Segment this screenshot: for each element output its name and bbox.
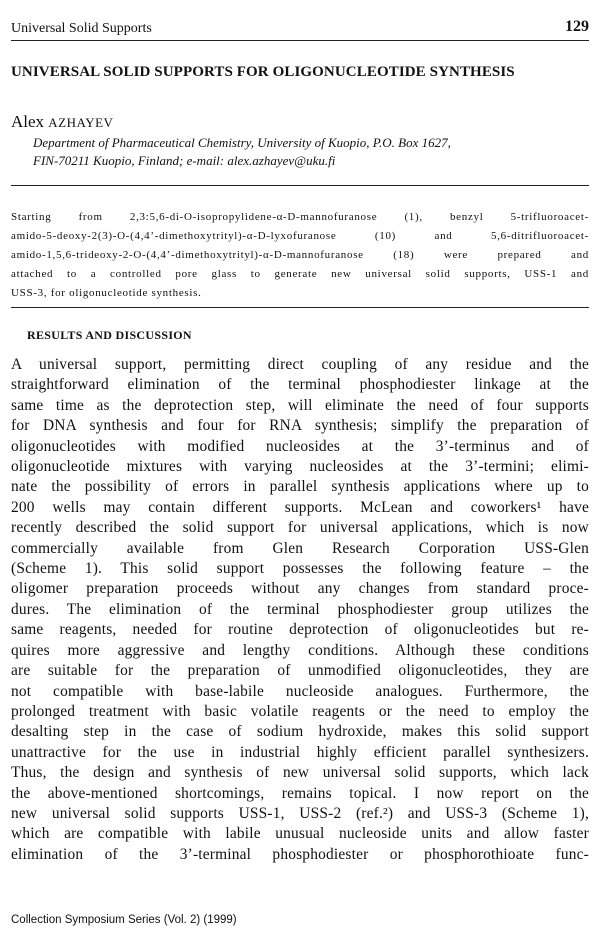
- abstract: [11, 208, 589, 303]
- body-line: same reagents, needed for routine deprotection of oligonucleotides but re-: [11, 621, 589, 639]
- body-line: same time as the deprotection step, will eliminate the need of four supports: [11, 396, 589, 414]
- abstract-line: amido-1,5,6-trideoxy-2-O-(4,4’-dimethoxytrityl)-α-D-mannofuranose (18) were prepared and: [11, 249, 589, 261]
- body-line: 200 wells may contain different supports. McLean and coworkers¹ have: [11, 498, 589, 516]
- body-line: desalting step in the case of sodium hydroxide, makes this solid support: [11, 723, 589, 741]
- body-line: nate the possibility of errors in parallel synthesis applications where up to: [11, 478, 589, 496]
- abstract-top-rule: [11, 185, 589, 186]
- body-line: new universal solid supports USS-1, USS-2 (ref.²) and USS-3 (Scheme 1),: [11, 804, 589, 822]
- body-line: not compatible with base-labile nucleoside analogues. Furthermore, the: [11, 682, 589, 700]
- body-line: recently described the solid support for universal applications, which is now: [11, 519, 589, 537]
- paper-title: UNIVERSAL SOLID SUPPORTS FOR OLIGONUCLEOTIDE SYNTHESIS: [11, 64, 515, 80]
- page-number: 129: [565, 18, 589, 35]
- body-text: [11, 355, 589, 865]
- body-line: commercially available from Glen Research Corporation USS-Glen: [11, 539, 589, 557]
- body-line: prolonged treatment with basic volatile reagents or the need to employ the: [11, 702, 589, 720]
- body-line: (Scheme 1). This solid support possesses the following feature – the: [11, 560, 589, 578]
- body-line: oligonucleotide mixtures with varying nucleosides at the 3’-termini; elimi-: [11, 458, 589, 476]
- abstract-line: Starting from 2,3:5,6-di-O-isopropylidene-α-D-mannofuranose (1), benzyl 5-trifluoroacet-: [11, 211, 589, 223]
- body-line: straightforward elimination of the terminal phosphodiester linkage at the: [11, 376, 589, 394]
- body-line: dures. The elimination of the terminal phosphodiester group utilizes the: [11, 600, 589, 618]
- author-affiliation: [33, 134, 580, 170]
- body-line: unattractive for the use in industrial highly efficient parallel synthesizers.: [11, 743, 589, 761]
- body-line: oligonucleotides with modified nucleosides at the 3’-terminus and of: [11, 437, 589, 455]
- body-line: which are compatible with labile unusual nucleoside units and allow faster: [11, 825, 589, 843]
- section-heading: RESULTS AND DISCUSSION: [27, 328, 192, 342]
- body-line: quires more aggressive and lengthy conditions. Although these conditions: [11, 641, 589, 659]
- body-line: the above-mentioned shortcomings, remains topical. I now report on the: [11, 784, 589, 802]
- running-head-title: Universal Solid Supports: [11, 21, 152, 36]
- running-head: [11, 18, 589, 41]
- affiliation-line: FIN-70211 Kuopio, Finland; e-mail: alex.azhayev@uku.fi: [33, 153, 336, 168]
- body-line: for DNA synthesis and four for RNA synthesis; simplify the preparation of: [11, 417, 589, 435]
- body-line: A universal support, permitting direct coupling of any residue and the: [11, 356, 589, 373]
- author-name: [11, 112, 113, 132]
- body-line: Thus, the design and synthesis of new universal solid supports, which lack: [11, 764, 589, 782]
- body-line: elimination of the 3’-terminal phosphodiester or phosphorothioate func-: [11, 845, 589, 863]
- affiliation-line: Department of Pharmaceutical Chemistry, University of Kuopio, P.O. Box 1627,: [33, 135, 451, 150]
- body-line: are suitable for the preparation of unmodified oligonucleotides, they are: [11, 662, 589, 680]
- abstract-line: amido-5-deoxy-2(3)-O-(4,4’-dimethoxytrityl)-α-D-lyxofuranose (10) and 5,6-ditrifluoroacet-: [11, 230, 589, 242]
- body-line: oligomer preparation proceeds without any changes from standard proce-: [11, 580, 589, 598]
- abstract-bottom-rule: [11, 307, 589, 308]
- author-first-name: Alex: [11, 112, 49, 131]
- author-last-name: AZHAYEV: [48, 115, 114, 130]
- abstract-line: attached to a controlled pore glass to generate new universal solid supports, USS-1 and: [11, 268, 589, 280]
- abstract-line: USS-3, for oligonucleotide synthesis.: [11, 287, 202, 299]
- page-footer: Collection Symposium Series (Vol. 2) (1999): [11, 914, 237, 926]
